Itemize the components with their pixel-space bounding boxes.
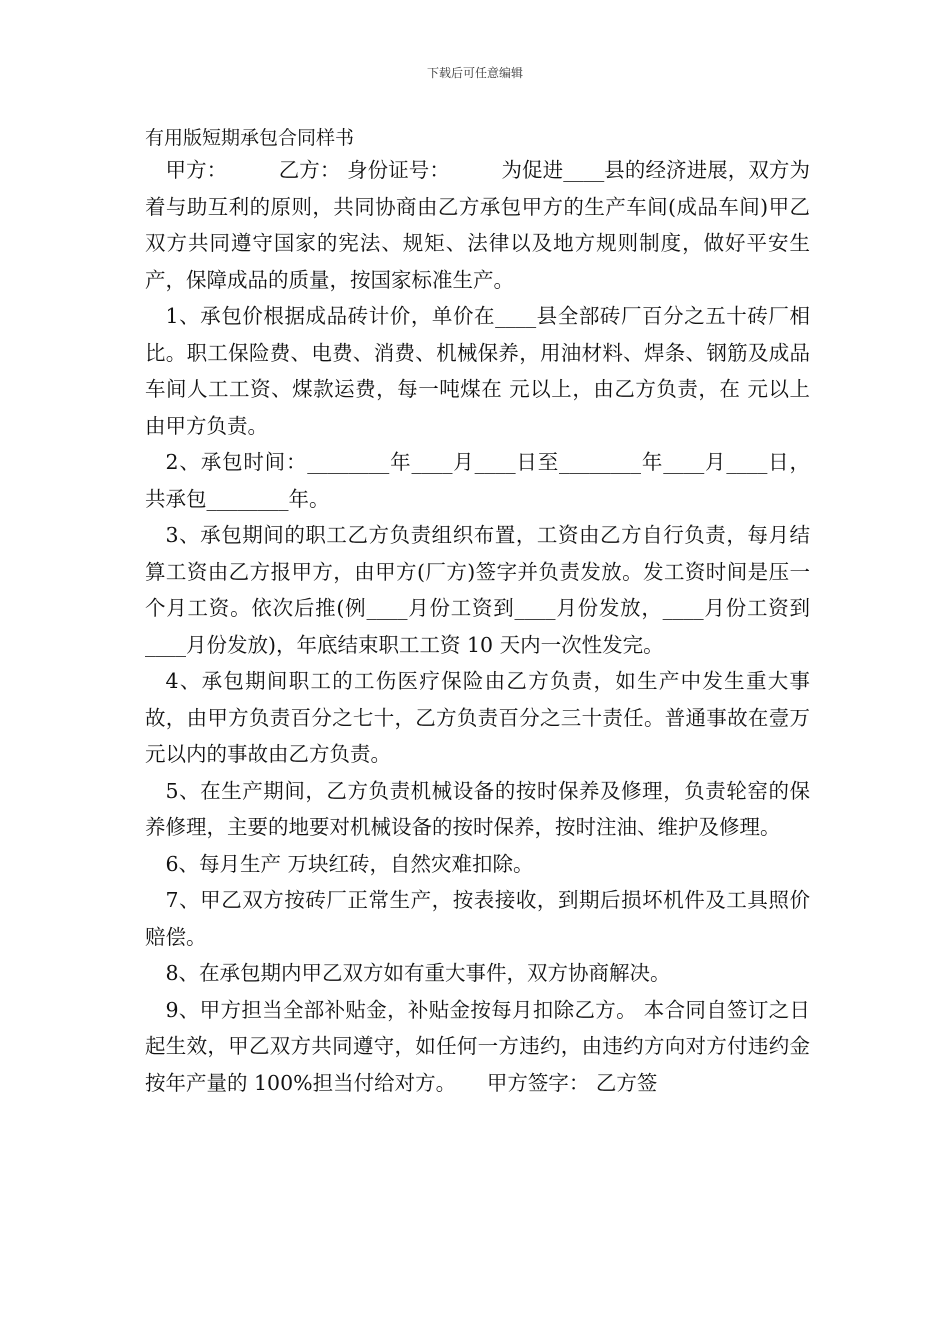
paragraph-clause-6: 6、每月生产 万块红砖，自然灾难扣除。: [165, 851, 534, 876]
paragraph-clause-7: 7、甲乙双方按砖厂正常生产，按表接收，到期后损坏机件及工具照价赔偿。: [145, 888, 810, 949]
paragraph-clause-5: 5、在生产期间，乙方负责机械设备的按时保养及修理，负责轮窑的保养修理，主要的地要对机械设备的按时保养，按时注油、维护及修理。: [145, 778, 810, 839]
paragraph-clause-2: 2、承包时间：________年____月____日至________年____月____日，共承包________年。: [145, 450, 810, 511]
document-title: 有用版短期承包合同样书: [145, 127, 355, 149]
header-note: 下载后可任意编辑: [426, 66, 523, 80]
paragraph-clause-3: 3、承包期间的职工乙方负责组织布置，工资由乙方自行负责，每月结算工资由乙方报甲方，由甲方(厂方)签字并负责发放。发工资时间是压一个月工资。依次后推(例____月份工资到____月份发放，____月份工资到____月份发放)，年底结束职工工资 10 天内一次性发完。: [145, 523, 810, 657]
paragraph-clause-9: 9、甲方担当全部补贴金，补贴金按每月扣除乙方。 本合同自签订之日起生效，甲乙双方共同遵守，如任何一方违约，由违约方向对方付违约金按年产量的 100%担当付给对方。 甲方签字： 乙方签: [145, 997, 810, 1095]
paragraph-intro: 甲方： 乙方： 身份证号： 为促进____县的经济进展，双方为着与助互利的原则，共同协商由乙方承包甲方的生产车间(成品车间)甲乙 双方共同遵守国家的宪法、规矩、法律以及地方规则制度，做好平安生产，保障成品的质量，按国家标准生产。: [145, 158, 810, 292]
document-body: [145, 152, 810, 1101]
paragraph-clause-8: 8、在承包期内甲乙双方如有重大事件，双方协商解决。: [165, 961, 671, 985]
paragraph-clause-1: 1、承包价根据成品砖计价，单价在____县全部砖厂百分之五十砖厂相比。职工保险费、电费、消费、机械保养，用油材料、焊条、钢筋及成品车间人工工资、煤款运费，每一吨煤在 元以上，由乙方负责，在 元以上由甲方负责。: [145, 304, 810, 438]
paragraph-clause-4: 4、承包期间职工的工伤医疗保险由乙方负责，如生产中发生重大事故，由甲方负责百分之七十，乙方负责百分之三十责任。普通事故在壹万元以内的事故由乙方负责。: [145, 669, 810, 766]
